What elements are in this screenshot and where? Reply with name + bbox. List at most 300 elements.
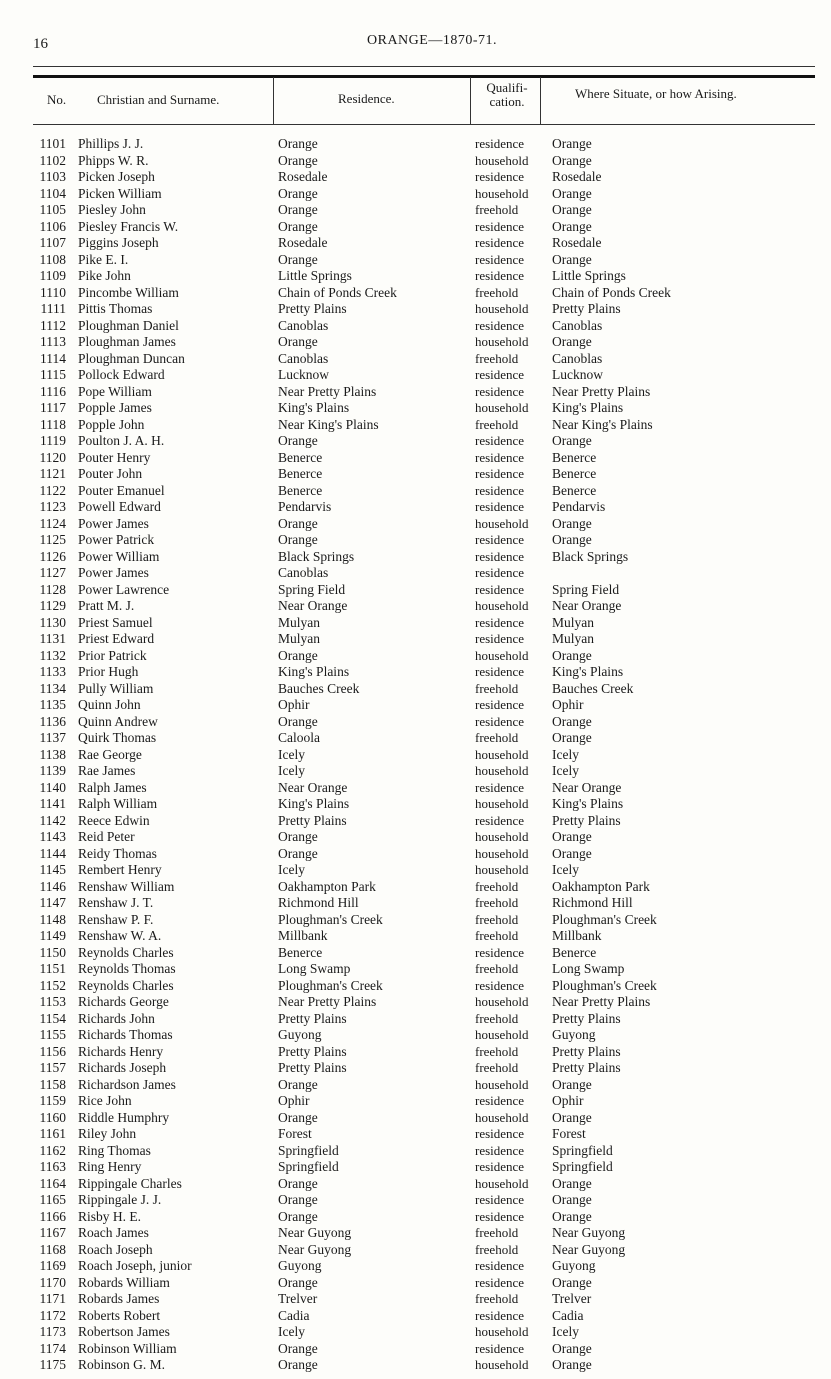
row-number: 1147 — [39, 895, 66, 910]
table-row — [0, 516, 831, 533]
row-where: Mulyan — [552, 631, 594, 646]
page-title: ORANGE—1870-71. — [367, 33, 497, 48]
row-where: Pretty Plains — [552, 1060, 621, 1075]
row-qualification: residence — [475, 482, 525, 498]
row-residence: Richmond Hill — [278, 895, 359, 910]
table-row — [0, 631, 831, 648]
row-where: Guyong — [552, 1258, 596, 1273]
row-name: Picken William — [78, 185, 162, 201]
row-where: Pretty Plains — [552, 301, 621, 316]
row-number: 1105 — [39, 202, 66, 217]
row-where: Black Springs — [552, 548, 629, 564]
row-qualification: household — [475, 796, 529, 811]
row-where: Ophir — [552, 697, 584, 712]
row-number: 1132 — [39, 647, 66, 663]
row-where: Mulyan — [552, 614, 594, 630]
row-qualification: residence — [475, 581, 525, 597]
row-number: 1108 — [39, 251, 66, 267]
row-qualification: residence — [475, 977, 525, 993]
row-name: Renshaw William — [78, 878, 175, 894]
row-where: Benerce — [552, 466, 597, 481]
row-qualification: residence — [475, 1093, 525, 1108]
table-row — [0, 681, 831, 698]
row-number: 1140 — [39, 779, 66, 795]
row-name: Pully William — [78, 680, 154, 696]
row-where: Ophir — [552, 1093, 584, 1108]
row-qualification: residence — [475, 1208, 525, 1224]
row-residence: Canoblas — [278, 317, 329, 333]
row-qualification: residence — [475, 631, 525, 646]
row-residence: Near Orange — [278, 598, 348, 613]
row-where: Oakhampton Park — [552, 878, 650, 894]
row-residence: Orange — [278, 433, 318, 448]
row-residence: Pretty Plains — [278, 1060, 347, 1075]
row-number: 1114 — [40, 350, 66, 366]
row-name: Riddle Humphry — [78, 1109, 170, 1125]
row-residence: Chain of Ponds Creek — [278, 284, 397, 300]
row-qualification: residence — [475, 565, 525, 580]
row-where: Benerce — [552, 449, 597, 465]
row-name: Reynolds Charles — [78, 977, 174, 993]
row-where: Ploughman's Creek — [552, 911, 657, 927]
table-row — [0, 334, 831, 351]
row-residence: Icely — [278, 862, 305, 877]
row-where: Orange — [552, 334, 592, 349]
row-qualification: residence — [475, 268, 525, 283]
row-where: King's Plains — [552, 400, 624, 415]
row-name: Power William — [78, 548, 160, 564]
table-row — [0, 499, 831, 516]
row-number: 1130 — [39, 614, 66, 630]
row-residence: Guyong — [278, 1258, 322, 1273]
row-qualification: household — [475, 994, 529, 1009]
row-name: Robinson G. M. — [78, 1357, 166, 1372]
row-residence: Ophir — [278, 697, 310, 712]
row-where: Richmond Hill — [552, 895, 633, 910]
row-qualification: residence — [475, 944, 525, 960]
row-qualification: freehold — [475, 1225, 519, 1240]
row-number: 1146 — [39, 878, 66, 894]
table-row — [0, 549, 831, 566]
row-residence: Springfield — [278, 1142, 339, 1158]
row-where: Orange — [552, 845, 592, 861]
row-name: Renshaw J. T. — [78, 895, 154, 910]
table-row — [0, 1027, 831, 1044]
row-residence: Near Pretty Plains — [278, 383, 377, 399]
row-where: Near Guyong — [552, 1241, 626, 1257]
row-name: Prior Patrick — [78, 647, 147, 663]
row-residence: Orange — [278, 1109, 318, 1125]
table-row — [0, 1275, 831, 1292]
row-number: 1124 — [39, 515, 66, 531]
row-qualification: residence — [475, 614, 525, 630]
row-where: Benerce — [552, 944, 597, 960]
row-name: Pike E. I. — [78, 251, 129, 267]
row-where: Orange — [552, 1274, 592, 1290]
row-qualification: residence — [475, 779, 525, 795]
row-qualification: freehold — [475, 202, 519, 217]
row-name: Phillips J. J. — [78, 136, 144, 151]
row-qualification: household — [475, 647, 529, 663]
row-residence: Near Guyong — [278, 1241, 352, 1257]
row-where: King's Plains — [552, 796, 624, 811]
row-residence: Mulyan — [278, 631, 320, 646]
header-residence: Residence. — [338, 91, 395, 106]
row-name: Robards James — [78, 1291, 160, 1306]
row-residence: Rosedale — [278, 169, 328, 184]
header-divider-3 — [540, 77, 541, 124]
row-residence: Spring Field — [278, 581, 346, 597]
row-where: Canoblas — [552, 350, 603, 366]
row-number: 1134 — [39, 680, 66, 696]
row-number: 1116 — [40, 383, 66, 399]
row-name: Riley John — [78, 1126, 137, 1141]
row-where: Spring Field — [552, 581, 620, 597]
table-row — [0, 1308, 831, 1325]
header-qualification-line2: cation. — [489, 94, 525, 109]
table-row — [0, 1225, 831, 1242]
row-number: 1126 — [39, 548, 66, 564]
row-qualification: residence — [475, 449, 525, 465]
row-number: 1168 — [39, 1241, 66, 1257]
row-qualification: residence — [475, 1142, 525, 1158]
row-number: 1101 — [39, 136, 66, 151]
row-residence: King's Plains — [278, 664, 350, 679]
row-where: Orange — [552, 730, 592, 745]
row-qualification: residence — [475, 1307, 525, 1323]
table-row — [0, 1143, 831, 1160]
row-residence: Orange — [278, 218, 318, 234]
row-residence: Orange — [278, 152, 318, 168]
row-qualification: residence — [475, 251, 525, 267]
row-number: 1129 — [39, 598, 66, 613]
row-where: Orange — [552, 152, 592, 168]
row-residence: King's Plains — [278, 400, 350, 415]
row-number: 1165 — [39, 1192, 66, 1207]
row-where: Orange — [552, 532, 592, 547]
table-row — [0, 285, 831, 302]
row-name: Power Patrick — [78, 532, 155, 547]
row-number: 1139 — [39, 763, 66, 778]
row-qualification: freehold — [475, 1010, 519, 1026]
row-qualification: household — [475, 515, 529, 531]
table-row — [0, 1324, 831, 1341]
row-residence: Orange — [278, 647, 318, 663]
row-residence: Near King's Plains — [278, 416, 379, 432]
row-where: Pendarvis — [552, 499, 606, 514]
row-name: Richards Joseph — [78, 1060, 167, 1075]
row-qualification: household — [475, 301, 529, 316]
row-qualification: residence — [475, 367, 525, 382]
row-name: Picken Joseph — [78, 169, 155, 184]
table-row — [0, 1291, 831, 1308]
row-where: Bauches Creek — [552, 680, 634, 696]
row-number: 1109 — [39, 268, 66, 283]
row-name: Ploughman James — [78, 334, 176, 349]
row-name: Ralph William — [78, 796, 158, 811]
row-number: 1150 — [39, 944, 66, 960]
header-divider-2 — [470, 77, 471, 124]
row-where: Orange — [552, 1357, 592, 1372]
header-where: Where Situate, or how Arising. — [575, 86, 737, 101]
row-name: Rae George — [78, 746, 142, 762]
row-qualification: residence — [475, 1274, 525, 1290]
table-row — [0, 252, 831, 269]
row-name: Roberts Robert — [78, 1307, 161, 1323]
row-qualification: household — [475, 746, 529, 762]
row-where: Orange — [552, 515, 592, 531]
row-where: Orange — [552, 251, 592, 267]
page-number: 16 — [33, 36, 48, 52]
table-row — [0, 301, 831, 318]
row-name: Pouter John — [78, 466, 143, 481]
row-number: 1111 — [40, 301, 66, 316]
row-name: Richards John — [78, 1010, 155, 1026]
row-number: 1136 — [39, 713, 66, 729]
table-row — [0, 169, 831, 186]
row-name: Ploughman Daniel — [78, 317, 179, 333]
row-name: Reece Edwin — [78, 812, 150, 828]
row-where: Pretty Plains — [552, 1010, 621, 1026]
row-qualification: residence — [475, 1126, 525, 1141]
row-name: Reid Peter — [78, 829, 135, 844]
row-where: Near Guyong — [552, 1225, 626, 1240]
row-name: Reidy Thomas — [78, 845, 157, 861]
row-where: Orange — [552, 829, 592, 844]
table-row — [0, 153, 831, 170]
row-name: Pincombe William — [78, 284, 179, 300]
row-where: Trelver — [552, 1291, 592, 1306]
row-number: 1125 — [39, 532, 66, 547]
row-number: 1113 — [40, 334, 66, 349]
row-residence: Canoblas — [278, 565, 329, 580]
row-number: 1107 — [39, 235, 66, 250]
row-residence: Near Orange — [278, 779, 348, 795]
row-name: Powell Edward — [78, 499, 161, 514]
row-qualification: household — [475, 334, 529, 349]
table-row — [0, 1357, 831, 1374]
row-qualification: residence — [475, 383, 525, 399]
table-row — [0, 1060, 831, 1077]
row-number: 1149 — [39, 928, 66, 943]
row-name: Piesley John — [78, 202, 146, 217]
table-row — [0, 1258, 831, 1275]
row-name: Quirk Thomas — [78, 730, 157, 745]
row-number: 1122 — [39, 482, 66, 498]
row-where: Orange — [552, 713, 592, 729]
row-number: 1137 — [39, 730, 66, 745]
row-where: Near Orange — [552, 598, 622, 613]
row-number: 1119 — [40, 433, 66, 448]
table-row — [0, 318, 831, 335]
row-qualification: household — [475, 1076, 529, 1092]
row-qualification: freehold — [475, 911, 519, 927]
row-qualification: residence — [475, 218, 525, 234]
row-residence: Lucknow — [278, 367, 329, 382]
row-residence: Black Springs — [278, 548, 355, 564]
row-number: 1170 — [39, 1274, 66, 1290]
row-name: Rembert Henry — [78, 862, 162, 877]
table-row — [0, 780, 831, 797]
table-row — [0, 978, 831, 995]
table-row — [0, 186, 831, 203]
row-number: 1102 — [39, 152, 66, 168]
row-where: Orange — [552, 647, 592, 663]
row-where: Pretty Plains — [552, 1043, 621, 1059]
row-name: Robinson William — [78, 1340, 177, 1356]
row-number: 1144 — [39, 845, 66, 861]
row-qualification: household — [475, 185, 529, 201]
row-qualification: household — [475, 598, 529, 613]
row-residence: Orange — [278, 251, 318, 267]
row-number: 1156 — [39, 1043, 66, 1059]
row-residence: Near Guyong — [278, 1225, 352, 1240]
row-number: 1145 — [39, 862, 66, 877]
header-no: No. — [47, 92, 67, 107]
table-row — [0, 582, 831, 599]
row-qualification: residence — [475, 532, 525, 547]
table-row — [0, 945, 831, 962]
row-number: 1151 — [39, 961, 66, 976]
table-row — [0, 747, 831, 764]
row-name: Renshaw P. F. — [78, 911, 154, 927]
row-name: Pouter Emanuel — [78, 482, 165, 498]
row-name: Roach Joseph, junior — [78, 1258, 192, 1273]
row-qualification: freehold — [475, 1043, 519, 1059]
table-row — [0, 1341, 831, 1358]
row-where: Orange — [552, 185, 592, 201]
row-residence: Forest — [278, 1126, 312, 1141]
row-where: Rosedale — [552, 235, 602, 250]
table-row — [0, 136, 831, 153]
table-row — [0, 417, 831, 434]
row-name: Power James — [78, 565, 149, 580]
row-number: 1127 — [39, 565, 66, 580]
row-qualification: freehold — [475, 1060, 519, 1075]
row-name: Richards George — [78, 994, 169, 1009]
table-row — [0, 400, 831, 417]
table-row — [0, 796, 831, 813]
row-number: 1175 — [39, 1357, 66, 1372]
row-name: Priest Edward — [78, 631, 155, 646]
row-name: Piggins Joseph — [78, 235, 159, 250]
row-where: Orange — [552, 136, 592, 151]
row-name: Rippingale J. J. — [78, 1192, 162, 1207]
row-number: 1104 — [39, 185, 66, 201]
row-where: Near Pretty Plains — [552, 994, 651, 1009]
top-rule — [33, 66, 815, 67]
row-qualification: residence — [475, 235, 525, 250]
table-row — [0, 450, 831, 467]
table-row — [0, 1093, 831, 1110]
row-name: Power Lawrence — [78, 581, 170, 597]
row-number: 1160 — [39, 1109, 66, 1125]
table-row — [0, 730, 831, 747]
row-qualification: residence — [475, 548, 525, 564]
row-qualification: household — [475, 1357, 529, 1372]
row-where: Springfield — [552, 1142, 613, 1158]
table-row — [0, 1242, 831, 1259]
row-qualification: residence — [475, 317, 525, 333]
table-row — [0, 928, 831, 945]
row-residence: Pretty Plains — [278, 301, 347, 316]
row-residence: Ophir — [278, 1093, 310, 1108]
row-qualification: residence — [475, 433, 525, 448]
row-residence: Pretty Plains — [278, 1010, 347, 1026]
row-qualification: household — [475, 1324, 529, 1339]
row-qualification: residence — [475, 1258, 525, 1273]
table-row — [0, 351, 831, 368]
row-where: Orange — [552, 202, 592, 217]
row-residence: Guyong — [278, 1027, 322, 1042]
row-residence: Ploughman's Creek — [278, 977, 383, 993]
row-number: 1120 — [39, 449, 66, 465]
row-qualification: freehold — [475, 350, 519, 366]
row-name: Phipps W. R. — [78, 152, 149, 168]
table-row — [0, 829, 831, 846]
row-name: Pope William — [78, 383, 152, 399]
table-row — [0, 994, 831, 1011]
row-name: Quinn John — [78, 697, 141, 712]
row-name: Richards Henry — [78, 1043, 164, 1059]
row-residence: Bauches Creek — [278, 680, 360, 696]
row-name: Pollock Edward — [78, 367, 165, 382]
table-row — [0, 846, 831, 863]
row-residence: Orange — [278, 845, 318, 861]
row-where: Orange — [552, 1175, 592, 1191]
row-residence: Mulyan — [278, 614, 320, 630]
row-qualification: residence — [475, 136, 525, 151]
row-where: Orange — [552, 433, 592, 448]
row-number: 1152 — [39, 977, 66, 993]
row-where: Benerce — [552, 482, 597, 498]
row-where: Canoblas — [552, 317, 603, 333]
row-number: 1138 — [39, 746, 66, 762]
table-row — [0, 895, 831, 912]
row-number: 1171 — [39, 1291, 66, 1306]
row-where: Guyong — [552, 1027, 596, 1042]
row-residence: King's Plains — [278, 796, 350, 811]
row-qualification: residence — [475, 1159, 525, 1174]
row-qualification: household — [475, 152, 529, 168]
row-residence: Orange — [278, 1274, 318, 1290]
table-row — [0, 483, 831, 500]
row-number: 1164 — [39, 1175, 66, 1191]
row-number: 1163 — [39, 1159, 66, 1174]
row-residence: Benerce — [278, 466, 323, 481]
row-name: Ring Henry — [78, 1159, 142, 1174]
row-qualification: freehold — [475, 961, 519, 976]
row-qualification: household — [475, 1109, 529, 1125]
row-name: Richards Thomas — [78, 1027, 173, 1042]
row-qualification: freehold — [475, 895, 519, 910]
row-number: 1117 — [40, 400, 66, 415]
row-where: Orange — [552, 1208, 592, 1224]
row-name: Quinn Andrew — [78, 713, 158, 729]
table-row — [0, 565, 831, 582]
header-thick-rule — [33, 75, 815, 78]
table-row — [0, 384, 831, 401]
header-qualification-line1: Qualifi- — [486, 80, 528, 95]
table-row — [0, 912, 831, 929]
table-row — [0, 1110, 831, 1127]
row-name: Reynolds Thomas — [78, 961, 176, 976]
row-residence: Pretty Plains — [278, 812, 347, 828]
row-name: Pouter Henry — [78, 449, 151, 465]
row-residence: Ploughman's Creek — [278, 911, 383, 927]
row-where: Icely — [552, 1324, 579, 1339]
row-name: Rippingale Charles — [78, 1175, 182, 1191]
